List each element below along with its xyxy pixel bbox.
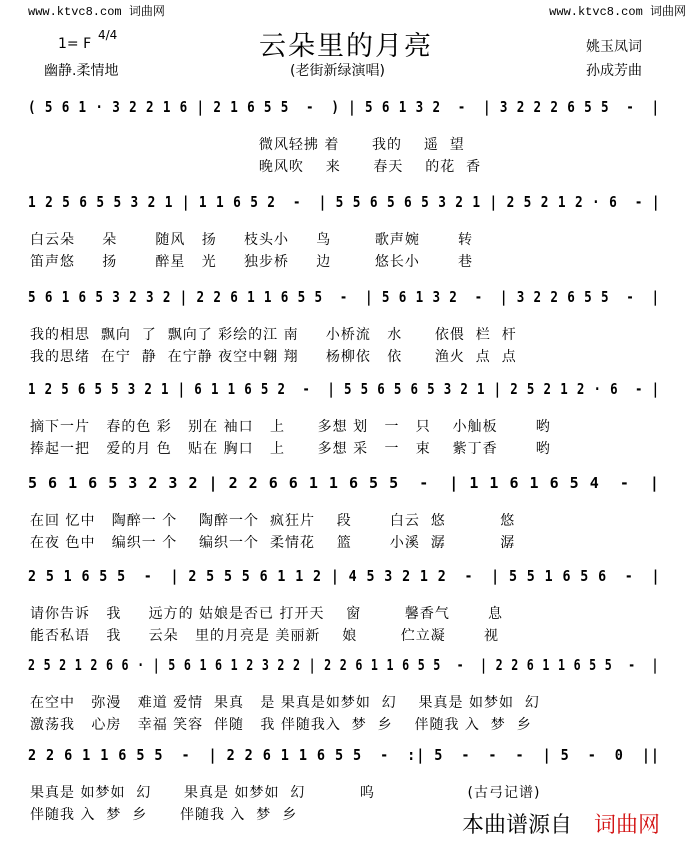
notation-line: 5 6 1 6 5 3 2 3 2 | 2 2 6 1 1 6 5 5 - | 5 6 1 3 2 - | 3 2 2 6 5 5 - | <box>28 288 660 306</box>
notation-line: 2 5 1 6 5 5 - | 2 5 5 5 6 1 1 2 | 4 5 3 2 1 2 - | 5 5 1 6 5 6 - | <box>28 567 661 585</box>
score-row-6 <box>28 567 660 651</box>
lyrics-verse-1: 在空中 弥漫 难道 爱情 果真 是 果真是如梦如 幻 果真是 如梦如 幻 <box>30 695 540 711</box>
footer-source: 本曲谱源自 <box>461 813 572 838</box>
key-signature: 1= F <box>58 36 92 52</box>
lyrics-verse-1: 微风轻拂 着 我的 遥 望 <box>30 137 465 153</box>
lyrics-verse-1: 请你告诉 我 远方的 姑娘是否已 打开天 窗 馨香气 息 <box>30 606 504 622</box>
lyrics-verse-2: 能否私语 我 云朵 里的月亮是 美丽新 娘 伫立凝 视 <box>30 628 499 644</box>
lyricist: 姚玉凤词 <box>586 39 642 55</box>
lyrics-verse-2: 晚风吹 来 春天 的花 香 <box>30 159 482 175</box>
footer-brand: 词曲网 <box>593 813 660 838</box>
lyrics-verse-1: 白云朵 朵 随风 扬 枝头小 鸟 歌声婉 转 <box>30 232 474 248</box>
time-signature: 4/4 <box>98 28 118 42</box>
lyrics-verse-2: 伴随我 入 梦 乡 伴随我 入 梦 乡 <box>30 807 298 823</box>
notation-line: ( 5 6 1 · 3 2 2 1 6 | 2 1 6 5 5 - ) | 5 6 1 3 2 - | 3 2 2 2 6 5 5 - | <box>28 98 660 116</box>
score-row-4 <box>28 380 660 464</box>
lyrics-verse-1: 果真是 如梦如 幻 果真是 如梦如 幻 呜 (古弓记谱) <box>30 785 541 801</box>
notation-line: 1 2 5 6 5 5 3 2 1 | 6 1 1 6 5 2 - | 5 5 6 5 6 5 3 2 1 | 2 5 2 1 2 · 6 - | <box>28 380 660 398</box>
site-watermark-right: www.ktvc8.com 词曲网 <box>549 5 686 19</box>
score-row-7 <box>28 656 660 740</box>
notation-line: 2 5 2 1 2 6 6 · | 5 6 1 6 1 2 3 2 2 | 2 2 6 1 1 6 5 5 - | 2 2 6 1 1 6 5 5 - | <box>28 656 660 674</box>
mood-marking: 幽静.柔情地 <box>44 63 119 79</box>
lyrics-verse-2: 我的思绪 在宁 静 在宁静 夜空中翱 翔 杨柳依 依 渔火 点 点 <box>30 349 517 365</box>
lyrics-verse-1: 我的相思 飘向 了 飘向了 彩绘的江 南 小桥流 水 依偎 栏 杆 <box>30 327 517 343</box>
site-watermark-left: www.ktvc8.com 词曲网 <box>28 5 165 19</box>
song-title: 云朵里的月亮 <box>259 31 433 62</box>
lyrics-verse-2: 笛声悠 扬 醉星 光 独步桥 边 悠长小 巷 <box>30 254 474 270</box>
score-row-3 <box>28 288 660 372</box>
score-row-2 <box>28 193 660 277</box>
lyrics-verse-1: 摘下一片 春的色 彩 别在 袖口 上 多想 划 一 只 小舢板 哟 <box>30 419 551 435</box>
notation-line: 2 2 6 1 1 6 5 5 - | 2 2 6 1 1 6 5 5 - :| 5 - - - | 5 - 0 || <box>28 746 660 764</box>
lyrics-verse-1: 在回 忆中 陶醉一 个 陶醉一个 疯狂片 段 白云 悠 悠 <box>30 513 516 529</box>
performer: (老街新绿演唱) <box>290 63 385 79</box>
composer: 孙成芳曲 <box>586 63 642 79</box>
score-row-1 <box>28 98 660 182</box>
lyrics-verse-2: 捧起一把 爱的月 色 贴在 胸口 上 多想 采 一 束 紫丁香 哟 <box>30 441 551 457</box>
notation-line: 1 2 5 6 5 5 3 2 1 | 1 1 6 5 2 - | 5 5 6 5 6 5 3 2 1 | 2 5 2 1 2 · 6 - | <box>28 193 661 211</box>
score-row-5 <box>28 474 660 558</box>
lyrics-verse-2: 在夜 色中 编织一 个 编织一个 柔情花 篮 小溪 潺 潺 <box>30 535 516 551</box>
notation-line: 5 6 1 6 5 3 2 3 2 | 2 2 6 6 1 1 6 5 5 - | 1 1 6 1 6 5 4 - | <box>28 474 660 492</box>
lyrics-verse-2: 激荡我 心房 幸福 笑容 伴随 我 伴随我入 梦 乡 伴随我 入 梦 乡 <box>30 717 532 733</box>
